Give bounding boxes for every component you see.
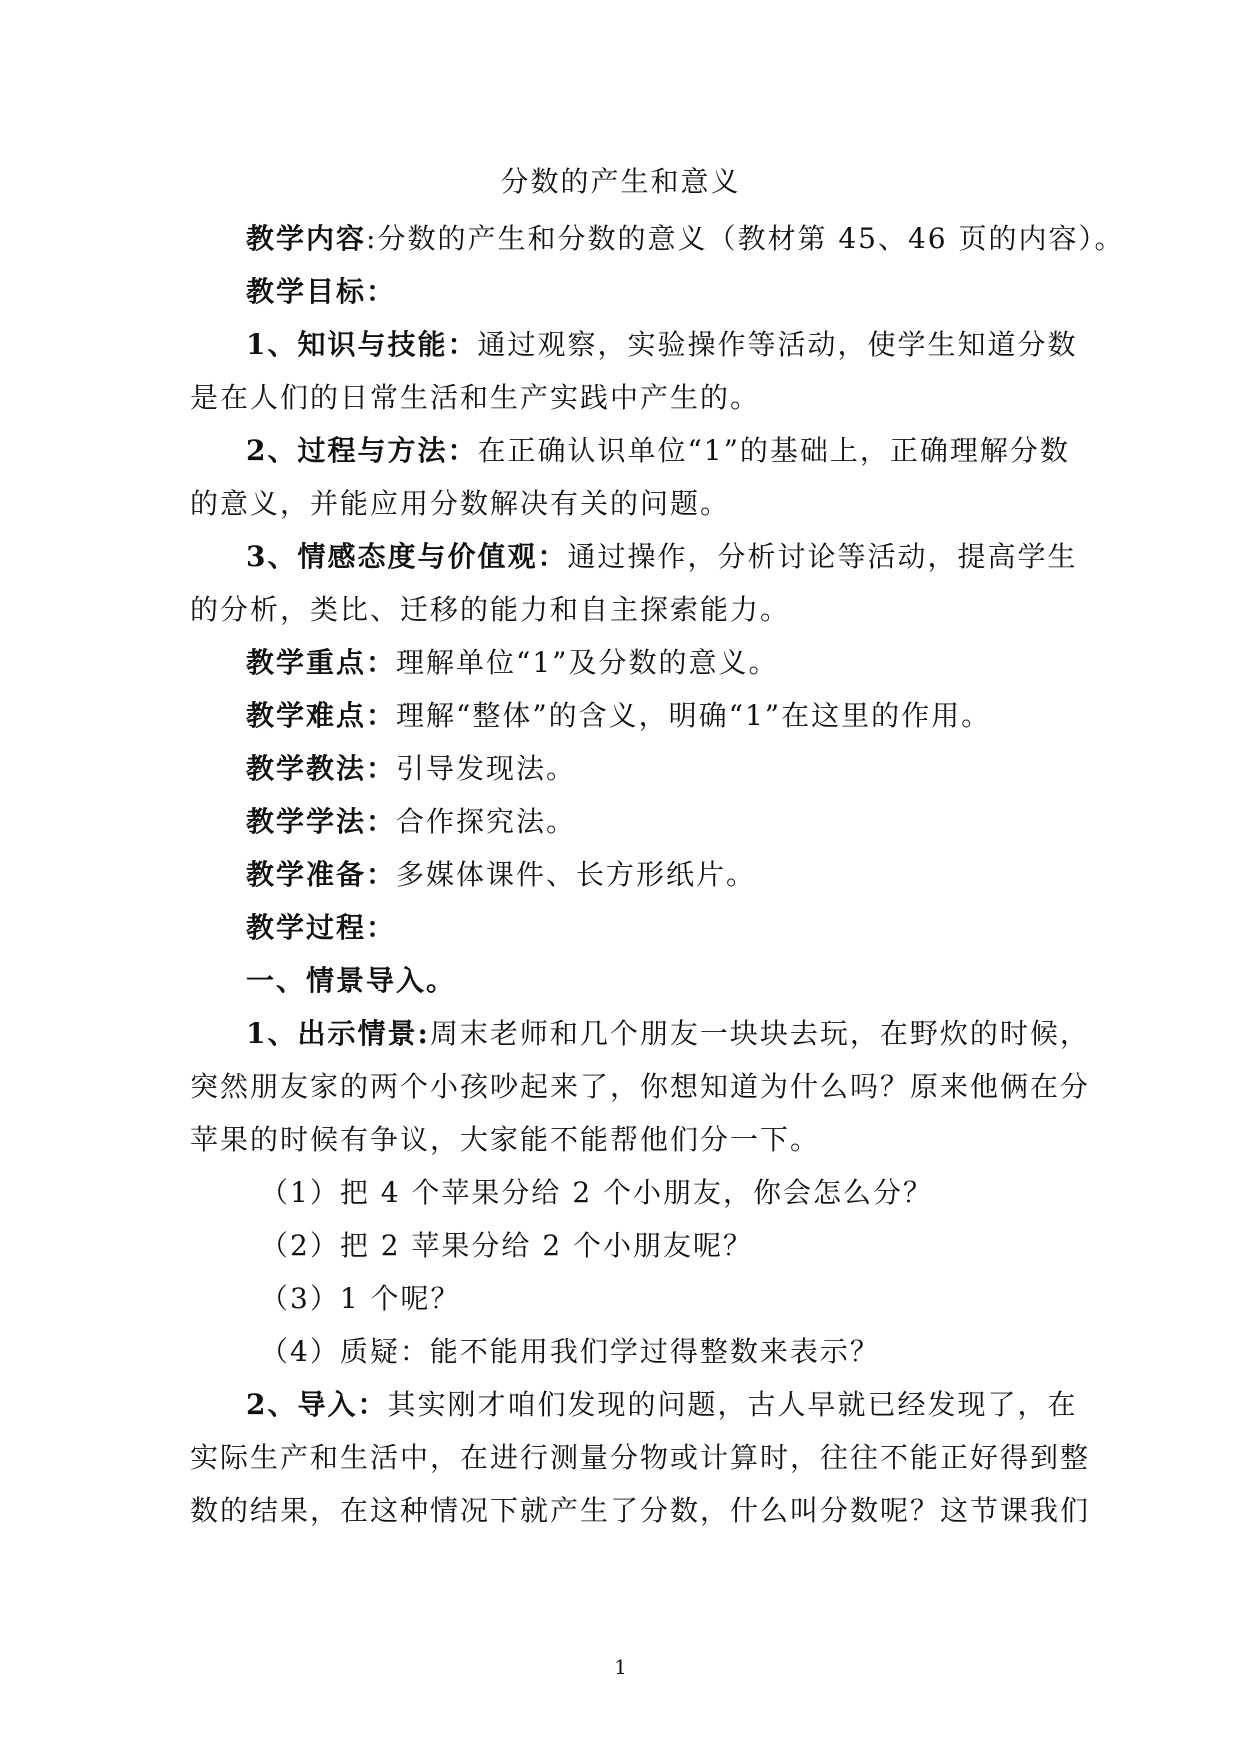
body-text: 通过观察，实验操作等活动，使学生知道分数 [477, 328, 1078, 361]
body-text: :分数的产生和分数的意义（教材第 45、46 页的内容）。 [366, 222, 1125, 255]
paragraph-line [190, 901, 1060, 954]
page-number: 1 [614, 1655, 627, 1679]
body-text: 的分析，类比、迁移的能力和自主探索能力。 [190, 593, 791, 626]
body-text: 理解“整体”的含义，明确“1”在这里的作用。 [396, 699, 992, 732]
paragraph-line [190, 265, 1060, 318]
bold-heading: 3、情感态度与价值观： [246, 540, 568, 573]
paragraph-line [190, 954, 1060, 1007]
body-text: 是在人们的日常生活和生产实践中产生的。 [190, 381, 761, 414]
bold-heading: 教学目标： [246, 275, 397, 308]
bold-heading: 教学难点： [246, 699, 397, 732]
paragraph-line [190, 1007, 1090, 1060]
bold-heading: 1、出示情景: [246, 1017, 430, 1050]
paragraph-line [190, 371, 1060, 424]
body-text: 突然朋友家的两个小孩吵起来了，你想知道为什么吗？原来他俩在分 [190, 1070, 1091, 1103]
body-text: 引导发现法。 [396, 752, 577, 785]
bold-heading: 2、导入： [246, 1388, 388, 1421]
paragraph-line [190, 742, 1060, 795]
bold-heading: 教学准备： [246, 858, 397, 891]
bold-heading: 教学学法： [246, 805, 397, 838]
paragraph-line [190, 1378, 1078, 1431]
body-text: 合作探究法。 [396, 805, 577, 838]
paragraph-line [190, 530, 1078, 583]
document-title: 分数的产生和意义 [500, 165, 741, 198]
bold-heading: 教学重点： [246, 646, 397, 679]
paragraph-line [190, 212, 1125, 265]
body-text: 在正确认识单位“1”的基础上，正确理解分数 [477, 434, 1070, 467]
body-text: 的意义，并能应用分数解决有关的问题。 [190, 487, 731, 520]
paragraph-line [190, 1325, 1060, 1378]
body-text: 理解单位“1”及分数的意义。 [396, 646, 779, 679]
body-text: 其实刚才咱们发现的问题，古人早就已经发现了，在 [387, 1388, 1078, 1421]
paragraph-line [190, 1484, 1091, 1537]
body-text: 苹果的时候有争议，大家能不能帮他们分一下。 [190, 1123, 821, 1156]
paragraph-line [190, 636, 1060, 689]
paragraph-line [190, 477, 1060, 530]
paragraph-line [190, 848, 1060, 901]
body-text: 数的结果，在这种情况下就产生了分数，什么叫分数呢？这节课我们 [190, 1494, 1091, 1527]
paragraph-line [190, 1060, 1091, 1113]
paragraph-line [190, 1113, 1060, 1166]
bold-heading: 教学内容 [246, 222, 367, 255]
paragraph-line [190, 689, 1060, 742]
paragraph-line [190, 1219, 1060, 1272]
bold-heading: 教学教法： [246, 752, 397, 785]
bold-heading: 教学过程： [246, 911, 397, 944]
body-text: （4）质疑：能不能用我们学过得整数来表示？ [260, 1335, 880, 1368]
paragraph-line [190, 795, 1060, 848]
paragraph-line [190, 1166, 1060, 1219]
bold-heading: 1、知识与技能： [246, 328, 478, 361]
body-text: （1）把 4 个苹果分给 2 个小朋友，你会怎么分？ [260, 1176, 934, 1209]
bold-heading: 一、情景导入。 [246, 964, 457, 997]
paragraph-line [190, 1272, 1060, 1325]
body-text: 通过操作，分析讨论等活动，提高学生 [567, 540, 1078, 573]
paragraph-line [190, 318, 1078, 371]
body-text: （2）把 2 苹果分给 2 个小朋友呢？ [260, 1229, 754, 1262]
body-text: 周末老师和几个朋友一块块去玩，在野炊的时候， [429, 1017, 1090, 1050]
body-text: （3）1 个呢？ [260, 1282, 461, 1315]
body-text: 实际生产和生活中，在进行测量分物或计算时，往往不能正好得到整 [190, 1441, 1091, 1474]
paragraph-line [190, 424, 1070, 477]
body-text: 多媒体课件、长方形纸片。 [396, 858, 757, 891]
paragraph-line [190, 583, 1060, 636]
document-body [190, 212, 1125, 1537]
paragraph-line [190, 1431, 1091, 1484]
bold-heading: 2、过程与方法： [246, 434, 478, 467]
